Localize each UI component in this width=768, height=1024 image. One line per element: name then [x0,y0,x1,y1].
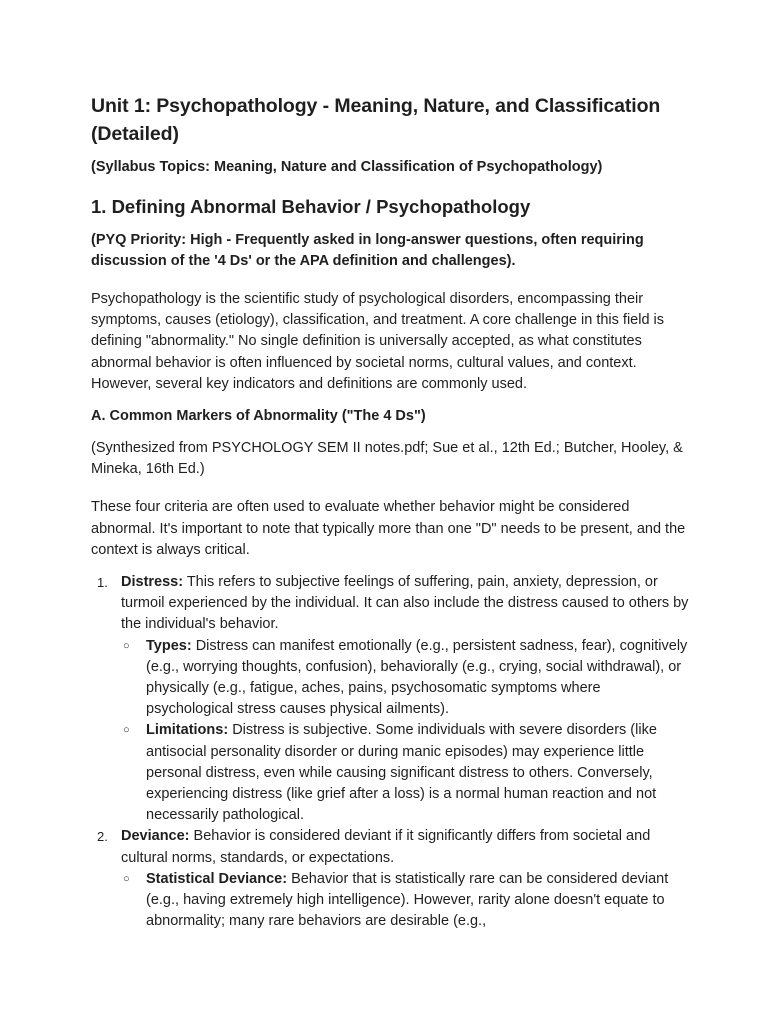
syllabus-topics: (Syllabus Topics: Meaning, Nature and Classification of Psychopathology) [91,159,603,175]
sublist-item-types [121,636,691,721]
list-item-deviance [91,826,691,932]
hollow-circle-bullet-icon: ○ [123,872,130,885]
term-distress: Distress: [121,574,184,591]
subsection-a-heading: A. Common Markers of Abnormality ("The 4 Ds") [91,408,426,425]
sublist-item-limitations [121,720,691,826]
statistical-deviance-description: Behavior that is statistically rare can be considered deviant (e.g., having extremely high intelligence). However, rarity alone doesn't equate to abnormality; many rare behaviors are desirable (e.g., [146,870,669,930]
distress-description: This refers to subjective feelings of suffering, pain, anxiety, depression, or turmoil experienced by the individual. It can also include the distress caused to others by the individual's behavior. [121,574,689,633]
hollow-circle-bullet-icon: ○ [123,724,130,737]
list-item-distress [91,572,691,826]
sublist-item-statistical-deviance [121,869,691,933]
deviance-sublist [121,869,691,933]
pyq-priority-note: (PYQ Priority: High - Frequently asked in long-answer questions, often requiring discussion of the '4 Ds' or the APA definition and challenges). [91,232,644,269]
document-title: Unit 1: Psychopathology - Meaning, Nature, and Classification (Detailed) [91,95,661,145]
four-ds-list [91,572,691,932]
deviance-description: Behavior is considered deviant if it significantly differs from societal and cultural norms, standards, or expectations. [121,828,651,866]
limitations-description: Distress is subjective. Some individuals with severe disorders (like antisocial personality disorder or during manic episodes) may experience little personal distress, even while causing significant distress to others. Conversely, experiencing distress (like grief after a loss) is a normal human reaction and not necessarily pathological. [146,722,657,824]
term-types: Types: [146,637,192,654]
term-limitations: Limitations: [146,722,229,739]
distress-sublist [121,636,691,827]
document-page [91,92,691,932]
term-deviance: Deviance: [121,828,190,845]
term-statistical-deviance: Statistical Deviance: [146,870,288,887]
list-number: 2. [97,829,108,845]
list-number: 1. [97,575,108,591]
section-1-intro-paragraph: Psychopathology is the scientific study of psychological disorders, encompassing their symptoms, causes (etiology), classification, and treatment. A core challenge in this field is defining "abnormality." No single definition is universally accepted, as what constitutes abnormal behavior is often influenced by societal norms, cultural values, and context. However, several key indicators and definitions are commonly used. [91,291,665,392]
sources-note: (Synthesized from PSYCHOLOGY SEM II notes.pdf; Sue et al., 12th Ed.; Butcher, Hooley, & Mineka, 16th Ed.) [91,440,683,478]
section-1-heading: 1. Defining Abnormal Behavior / Psychopathology [91,196,531,217]
subsection-a-intro-paragraph: These four criteria are often used to evaluate whether behavior might be considered abnormal. It's important to note that typically more than one "D" needs to be present, and the context is always critical. [91,499,686,558]
types-description: Distress can manifest emotionally (e.g., persistent sadness, fear), cognitively (e.g., worrying thoughts, confusion), behaviorally (e.g., crying, social withdrawal), or physically (e.g., fatigue, aches, pains, psychosomatic symptoms where psychological stress causes physical ailments). [146,637,688,718]
hollow-circle-bullet-icon: ○ [123,639,130,652]
